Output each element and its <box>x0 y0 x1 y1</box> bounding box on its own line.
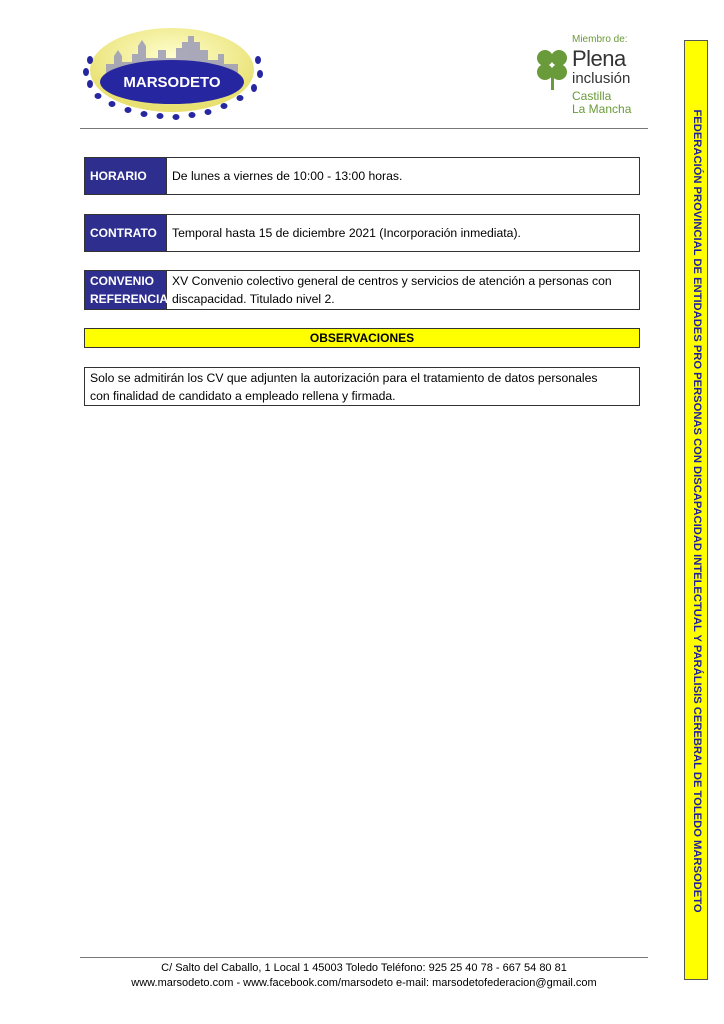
plena-member-label: Miembro de: <box>572 34 628 45</box>
contrato-label: CONTRATO <box>90 226 157 240</box>
convenio-label-line-1: CONVENIO <box>90 274 155 288</box>
contrato-value: Temporal hasta 15 de diciembre 2021 (Incorporación inmediata). <box>172 226 521 240</box>
convenio-row <box>84 270 640 310</box>
horario-value-cell <box>167 158 639 194</box>
logo-text: MARSODETO <box>123 74 221 91</box>
footer-address: C/ Salto del Caballo, 1 Local 1 45003 Toledo Teléfono: 925 25 40 78 - 667 54 80 81 <box>161 962 567 974</box>
plena-region-line-1: Castilla <box>572 89 612 103</box>
footer-contact: www.marsodeto.com - www.facebook.com/marsodeto e-mail: marsodetofederacion@gmail.com <box>131 977 597 989</box>
convenio-value-cell <box>167 271 639 309</box>
contrato-row <box>84 214 640 252</box>
contrato-label-cell <box>85 215 167 251</box>
horario-label: HORARIO <box>90 169 147 183</box>
observaciones-text-line-1: Solo se admitirán los CV que adjunten la autorización para el tratamiento de datos personales <box>90 371 598 385</box>
contrato-value-cell <box>167 215 639 251</box>
footer-divider <box>80 957 648 958</box>
convenio-label-line-2: REFERENCIA <box>90 292 169 306</box>
observaciones-heading: OBSERVACIONES <box>84 328 640 348</box>
observaciones-box <box>84 367 640 406</box>
convenio-value-line-1: XV Convenio colectivo general de centros y servicios de atención a personas con <box>172 274 612 288</box>
marsodeto-logo <box>78 20 270 122</box>
side-banner-text: FEDERACIÓN PROVINCIAL DE ENTIDADES PRO PERSONAS CON DISCAPACIDAD INTELECTUAL Y PARÁLISIS CEREBRAL DE TOLEDO MARSODETO <box>691 109 703 913</box>
horario-label-cell <box>85 158 167 194</box>
clover-icon <box>534 46 570 92</box>
plena-word: Plena <box>572 46 626 71</box>
convenio-label-cell <box>85 271 167 309</box>
horario-value: De lunes a viernes de 10:00 - 13:00 horas. <box>172 169 403 183</box>
horario-row <box>84 157 640 195</box>
plena-inclusion-word: inclusión <box>572 70 631 87</box>
observaciones-text-line-2: con finalidad de candidato a empleado rellena y firmada. <box>90 389 396 403</box>
plena-region-line-2: La Mancha <box>572 102 632 116</box>
convenio-value-line-2: discapacidad. Titulado nivel 2. <box>172 292 335 306</box>
plena-inclusion-logo <box>534 34 654 116</box>
side-banner <box>684 40 708 980</box>
header-divider <box>80 128 648 129</box>
